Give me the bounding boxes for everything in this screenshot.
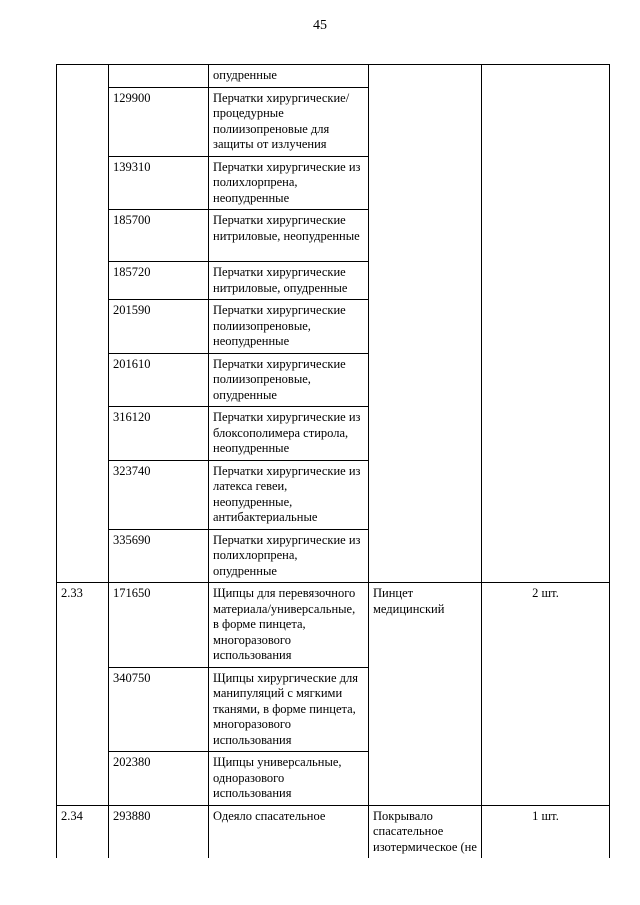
name-cell: Перчатки хирургические нитриловые, неопудренные (209, 210, 369, 262)
code-cell: 185700 (109, 210, 209, 262)
row-number-cell: 2.34 (57, 805, 109, 858)
substitute-cell (369, 65, 482, 583)
name-cell: Перчатки хирургические из полихлорпрена, опудренные (209, 529, 369, 583)
name-cell: Щипцы для перевязочного материала/универсальные, в форме пинцета, многоразового использования (209, 583, 369, 668)
quantity-cell: 2 шт. (482, 583, 610, 806)
substitute-cell: Покрывало спасательное изотермическое (не (369, 805, 482, 858)
name-cell: Перчатки хирургические/процедурные полиизопреновые для защиты от излучения (209, 87, 369, 156)
code-cell: 185720 (109, 262, 209, 300)
name-cell: Перчатки хирургические полиизопреновые, опудренные (209, 353, 369, 407)
code-cell: 171650 (109, 583, 209, 668)
code-cell: 293880 (109, 805, 209, 858)
row-number-cell (57, 65, 109, 583)
table-row (57, 805, 610, 858)
code-cell: 139310 (109, 156, 209, 210)
code-cell: 335690 (109, 529, 209, 583)
name-cell: Одеяло спасательное (209, 805, 369, 858)
quantity-cell (482, 65, 610, 583)
table-row (57, 65, 610, 88)
name-cell: Перчатки хирургические из блоксополимера стирола, неопудренные (209, 407, 369, 461)
code-cell: 202380 (109, 752, 209, 806)
quantity-cell: 1 шт. (482, 805, 610, 858)
name-cell: Щипцы универсальные, одноразового использования (209, 752, 369, 806)
table-row (57, 583, 610, 668)
substitute-cell: Пинцет медицинский (369, 583, 482, 806)
code-cell: 129900 (109, 87, 209, 156)
name-cell: Щипцы хирургические для манипуляций с мягкими тканями, в форме пинцета, многоразового использования (209, 667, 369, 752)
name-cell: Перчатки хирургические полиизопреновые, неопудренные (209, 300, 369, 354)
name-cell: Перчатки хирургические из латекса гевеи, неопудренные, антибактериальные (209, 460, 369, 529)
page-number: 45 (313, 18, 327, 33)
name-cell: опудренные (209, 65, 369, 88)
code-cell (109, 65, 209, 88)
row-number-cell: 2.33 (57, 583, 109, 806)
name-cell: Перчатки хирургические из полихлорпрена, неопудренные (209, 156, 369, 210)
name-cell: Перчатки хирургические нитриловые, опудренные (209, 262, 369, 300)
code-cell: 316120 (109, 407, 209, 461)
code-cell: 201610 (109, 353, 209, 407)
equipment-table (56, 64, 610, 858)
code-cell: 323740 (109, 460, 209, 529)
code-cell: 340750 (109, 667, 209, 752)
code-cell: 201590 (109, 300, 209, 354)
